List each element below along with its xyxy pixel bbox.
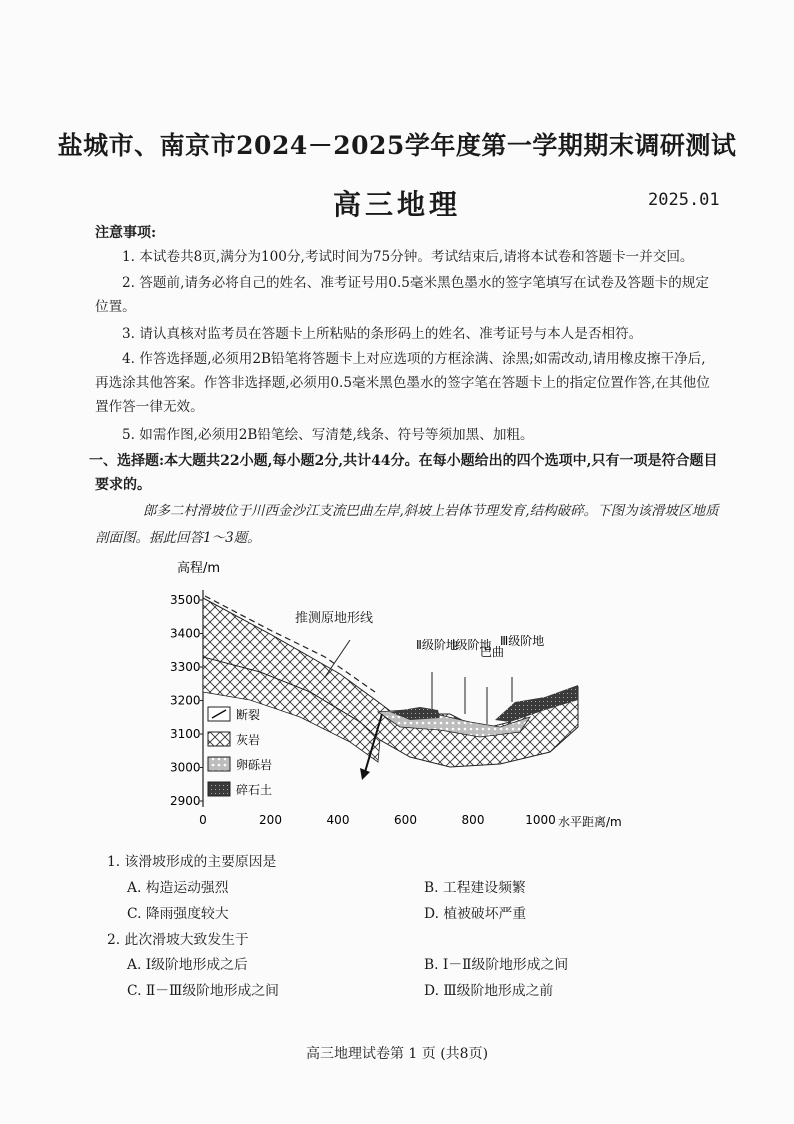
legend-limestone: 灰岩 [236,733,261,747]
question-1-stem: 1. 该滑坡形成的主要原因是 [107,854,277,870]
question-1-option-c[interactable]: C. 降雨强度较大 [127,906,229,922]
notice-item-4: 4. 作答选择题,必须用2B铅笔将答题卡上对应选项的方框涂满、涂黑;如需改动,请用橡皮擦干净后,再选涂其他答案。作答非选择题,必须用0.5毫米黑色墨水的签字笔在答题卡上的指定位置作答,在其他位置作答一律无效。 [95,351,710,415]
y-tick-label: 3500 [170,593,201,607]
y-axis-label: 高程/m [177,561,221,576]
x-tick-label: 800 [461,813,485,827]
question-2-option-d[interactable]: D. Ⅲ级阶地形成之前 [424,983,554,999]
x-tick-label: 600 [394,813,417,827]
geologic-profile-figure [150,552,650,842]
notice-item-3: 3. 请认真核对监考员在答题卡上所粘贴的条形码上的姓名、准考证号与本人是否相符。 [122,326,643,342]
notice-item-5: 5. 如需作图,必须用2B铅笔绘、写清楚,线条、符号等须加黑、加粗。 [122,427,534,443]
y-tick-label: 2900 [170,794,201,808]
question-2-option-b[interactable]: B. Ⅰ－Ⅱ级阶地形成之间 [424,957,569,973]
question-2-option-a[interactable]: A. Ⅰ级阶地形成之后 [127,957,248,973]
question-2-option-c[interactable]: C. Ⅱ－Ⅲ级阶地形成之间 [127,983,279,999]
question-1-option-d[interactable]: D. 植被破坏严重 [424,906,527,922]
estimated-terrain-line-label: 推测原地形线 [295,611,374,626]
y-tick-label: 3200 [170,693,201,708]
x-axis-ticks [199,813,556,827]
legend-fault: 断裂 [236,708,261,722]
terrace-2-label: Ⅱ级阶地 [416,638,458,652]
exam-title: 盐城市、南京市2024－2025学年度第一学期期末调研测试 [57,131,737,160]
x-axis-label: 水平距离/m [558,815,622,829]
y-tick-label: 3000 [170,760,201,775]
y-axis-ticks [170,593,203,808]
page-footer: 高三地理试卷第 1 页 (共8页) [305,1046,489,1062]
passage-text: 郎多二村滑坡位于川西金沙江支流巴曲左岸,斜坡上岩体节理发育,结构破碎。下图为该滑坡区地质剖面图。据此回答1～3题。 [95,503,719,546]
notice-item-2: 2. 答题前,请务必将自己的姓名、准考证号用0.5毫米黑色墨水的签字笔填写在试卷及答题卡的规定位置。 [95,275,709,315]
exam-subject: 高三地理 [332,188,461,221]
question-1-option-a[interactable]: A. 构造运动强烈 [127,880,229,896]
notice-heading: 注意事项: [95,225,157,241]
x-tick-label: 0 [199,813,207,827]
x-tick-label: 200 [259,813,282,827]
x-tick-label: 400 [326,813,350,827]
x-tick-label: 1000 [525,813,556,827]
question-1-option-b[interactable]: B. 工程建设频繁 [424,880,526,896]
y-tick-label: 3100 [170,727,201,741]
baqu-river-label: 巴曲 [480,645,505,659]
notice-item-1: 1. 本试卷共8页,满分为100分,考试时间为75分钟。考试结束后,请将本试卷和答题卡一并交回。 [122,249,694,265]
question-2-stem: 2. 此次滑坡大致发生于 [107,932,249,948]
exam-date: 2025.01 [648,190,720,210]
section-heading: 一、选择题:本大题共22小题,每小题2分,共计44分。在每小题给出的四个选项中,只有一项是符合题目要求的。 [89,453,718,493]
legend-conglomerate: 卵砾岩 [236,758,273,772]
y-tick-label: 3400 [170,626,201,641]
y-tick-label: 3300 [170,660,201,674]
terrace-1-label: Ⅰ级阶地 [452,638,492,652]
terrace-3-label: Ⅲ级阶地 [500,634,545,648]
legend-rubble-soil: 碎石土 [236,783,273,797]
figure-legend [208,707,272,797]
